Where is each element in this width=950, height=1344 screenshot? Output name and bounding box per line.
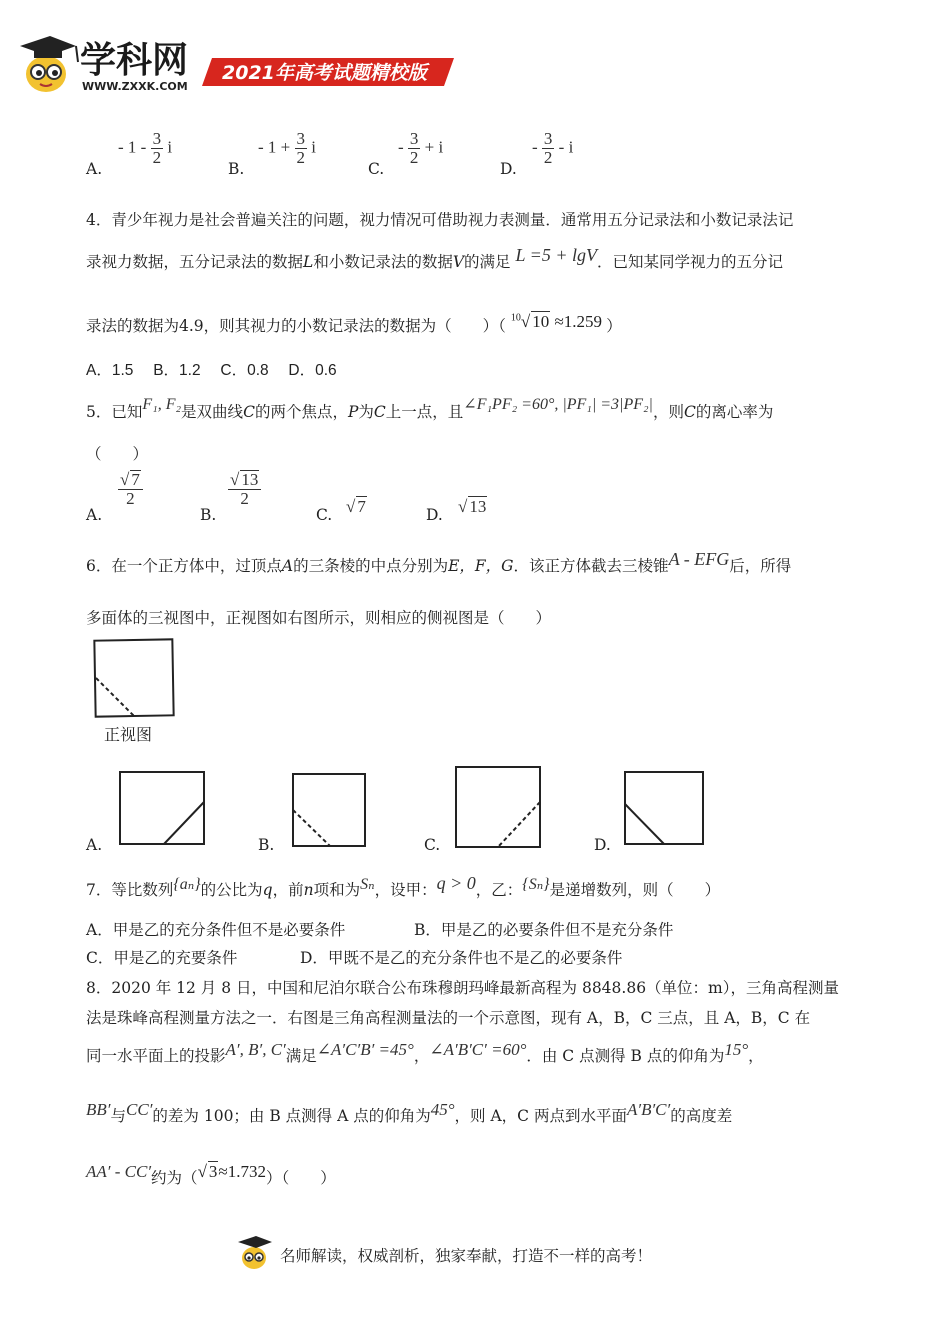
q5-option-b-letter: B. <box>200 506 217 524</box>
q5-option-a-letter: A. <box>86 506 103 524</box>
q6-figure-b[interactable] <box>290 770 368 850</box>
q3-option-b-letter: B. <box>228 160 245 178</box>
q5-paren: （ ） <box>86 445 149 463</box>
q5-option-c-letter: C. <box>316 506 333 524</box>
q3-option-b: - 1 + $\frac{3}{2}$ i <box>258 129 316 167</box>
q4-line1: 4．青少年视力是社会普遍关注的问题，视力情况可借助视力表测量．通常用五分记录法和小数记录法记 <box>86 211 794 229</box>
q6-figure-d[interactable] <box>622 768 706 848</box>
q7-option-d: D．甲既不是乙的充分条件也不是乙的必要条件 <box>300 949 623 967</box>
header-logo <box>14 28 454 100</box>
q8-line4: BB′与CC′的差为 100；由 B 点测得 A 点的仰角为45°，则 A，C 两点到水平面A′B′C′的高度差 <box>86 1100 733 1125</box>
mascot-icon <box>20 36 78 92</box>
q3-option-c: - $\frac{3}{2}$ + i <box>398 129 444 167</box>
q6-option-d-letter: D. <box>594 836 611 854</box>
q6-option-c-letter: C. <box>424 836 441 854</box>
q5-line1: 5．已知F₁, F₂是双曲线C的两个焦点，P为C上一点，且∠F₁PF₂ =60°, |PF₁| =3|PF₂|，则C的离心率为 <box>86 396 774 421</box>
front-view-figure <box>90 636 180 718</box>
q3-option-a: - 1 - $\frac{3}{2}$ i <box>118 129 173 167</box>
q6-option-a-letter: A. <box>86 836 103 854</box>
q7-option-a: A．甲是乙的充分条件但不是必要条件 <box>86 921 346 939</box>
front-view-label: 正视图 <box>104 725 153 744</box>
q6-figure-a[interactable] <box>116 768 208 848</box>
banner-text: 2021年高考试题精校版 <box>222 62 427 84</box>
q4-line3: 录法的数据为4.9，则其视力的小数记录法的数据为（ ）（ $^{10}$√ 10 ≈1.259 ） <box>86 312 622 335</box>
q5-option-b: $\frac{√ 13}{2}$ <box>228 470 261 508</box>
q5-option-a: $\frac{√ 7}{2}$ <box>118 470 143 508</box>
q3-option-d: - $\frac{3}{2}$ - i <box>532 129 574 167</box>
q5-option-d-letter: D. <box>426 506 443 524</box>
q8-line3: 同一水平面上的投影A′, B′, C′满足∠A′C′B′ =45°，∠A′B′C′ =60°．由 C 点测得 B 点的仰角为15°， <box>86 1040 764 1065</box>
q6-line2: 多面体的三视图中，正视图如右图所示，则相应的侧视图是（ ） <box>86 609 552 627</box>
mascot-icon <box>236 1232 276 1272</box>
q4-line2: 录视力数据，五分记录法的数据L和小数记录法的数据V的满足 L =5 + lgV．已知某同学视力的五分记 <box>86 245 783 271</box>
q4-options: A．1.5 B．1.2 C．0.8 D．0.6 <box>86 362 337 379</box>
q8-line5: AA′ - CC′约为（√ 3≈1.732）（ ） <box>86 1162 336 1187</box>
q6-line1: 6．在一个正方体中，过顶点A的三条棱的中点分别为E，F，G．该正方体截去三棱锥A - EFG后，所得 <box>86 549 792 575</box>
q5-option-d: √ 13 <box>458 497 487 516</box>
footer-slogan: 名师解读，权威剖析，独家奉献，打造不一样的高考！ <box>280 1247 653 1265</box>
q6-figure-c[interactable] <box>452 764 544 850</box>
footer <box>236 1232 716 1272</box>
q8-line1: 8．2020 年 12 月 8 日，中国和尼泊尔联合公布珠穆朗玛峰最新高程为 8848.86（单位：m），三角高程测量 <box>86 979 840 997</box>
q6-option-b-letter: B. <box>258 836 275 854</box>
q3-option-a-letter: A. <box>86 160 103 178</box>
q4-formula: L =5 + lgV <box>515 245 597 265</box>
q3-option-d-letter: D. <box>500 160 517 178</box>
q7-option-b: B．甲是乙的必要条件但不是充分条件 <box>414 921 674 939</box>
q5-option-c: √ 7 <box>346 497 366 516</box>
q7-line1: 7．等比数列{aₙ}的公比为q，前n项和为Sₙ，设甲：q > 0，乙：{Sₙ}是递增数列，则（ ） <box>86 873 721 899</box>
brand-text: 学科网 <box>80 40 189 81</box>
brand-url: WWW.ZXXK.COM <box>82 80 188 93</box>
q7-option-c: C．甲是乙的充要条件 <box>86 949 238 967</box>
q3-option-c-letter: C. <box>368 160 385 178</box>
q8-line2: 法是珠峰高程测量方法之一．右图是三角高程测量法的一个示意图，现有 A，B，C 三点，且 A，B，C 在 <box>86 1009 811 1027</box>
